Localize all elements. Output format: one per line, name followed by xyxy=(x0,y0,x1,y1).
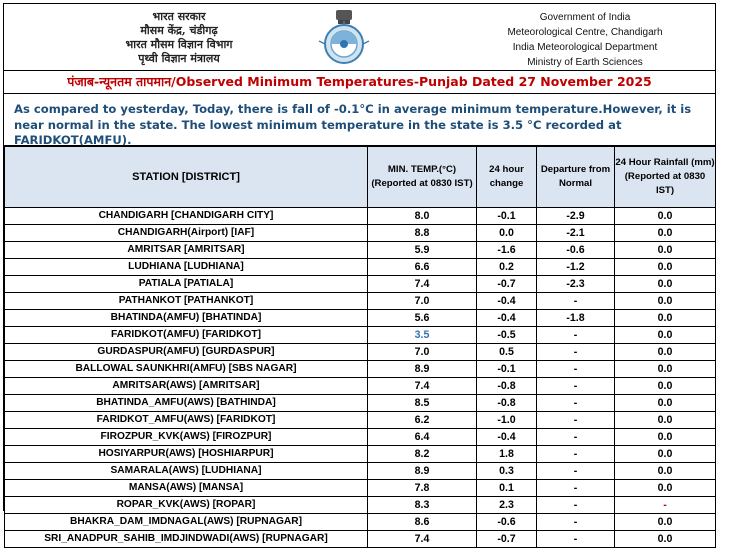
change-cell: -0.4 xyxy=(477,293,537,310)
rainfall-cell: 0.0 xyxy=(615,446,716,463)
table-row xyxy=(5,361,716,378)
station-cell: HOSIYARPUR(AWS) [HOSHIARPUR] xyxy=(5,446,368,463)
table-row xyxy=(5,463,716,480)
english-org-block xyxy=(480,10,690,70)
station-cell: BALLOWAL SAUNKHRI(AMFU) [SBS NAGAR] xyxy=(5,361,368,378)
table-header-row xyxy=(5,147,716,208)
departure-cell: -1.8 xyxy=(537,310,615,327)
departure-cell: - xyxy=(537,412,615,429)
rainfall-cell: 0.0 xyxy=(615,429,716,446)
departure-cell: - xyxy=(537,463,615,480)
english-line: India Meteorological Department xyxy=(512,42,658,53)
header-line: 24 Hour Rainfall (mm) xyxy=(615,157,715,168)
departure-cell: - xyxy=(537,378,615,395)
change-cell: -0.1 xyxy=(477,208,537,225)
change-cell: 0.0 xyxy=(477,225,537,242)
station-cell: BHATINDA_AMFU(AWS) [BATHINDA] xyxy=(5,395,368,412)
change-cell: -0.8 xyxy=(477,395,537,412)
temperature-table xyxy=(4,146,716,548)
change-cell: 0.2 xyxy=(477,259,537,276)
station-header: STATION [DISTRICT] xyxy=(5,147,368,208)
header-line: (Reported at 0830 IST) xyxy=(624,171,706,196)
change-header xyxy=(477,147,537,208)
rainfall-cell: - xyxy=(615,497,716,514)
table-row xyxy=(5,531,716,548)
header-line: Departure from xyxy=(540,164,611,175)
min-temp-cell: 5.6 xyxy=(368,310,477,327)
departure-cell: -2.1 xyxy=(537,225,615,242)
min-temp-cell: 8.8 xyxy=(368,225,477,242)
min-temp-cell: 8.2 xyxy=(368,446,477,463)
departure-header xyxy=(537,147,615,208)
rainfall-cell: 0.0 xyxy=(615,344,716,361)
table-row xyxy=(5,497,716,514)
summary-text: As compared to yesterday, Today, there is fall of -0.1°C in average minimum temperature.However, it is near normal in the state. The lowest minimum temperature in the state is 3.5 °C recorded at FARIDKOT(AMFU). xyxy=(4,94,715,146)
rainfall-cell: 0.0 xyxy=(615,293,716,310)
rainfall-cell: 0.0 xyxy=(615,361,716,378)
table-row xyxy=(5,276,716,293)
station-cell: ROPAR_KVK(AWS) [ROPAR] xyxy=(5,497,368,514)
change-cell: -0.6 xyxy=(477,514,537,531)
min-temp-cell: 7.8 xyxy=(368,480,477,497)
rainfall-cell: 0.0 xyxy=(615,378,716,395)
change-cell: -0.5 xyxy=(477,327,537,344)
departure-cell: -2.9 xyxy=(537,208,615,225)
table-row xyxy=(5,208,716,225)
departure-cell: - xyxy=(537,497,615,514)
change-cell: -0.8 xyxy=(477,378,537,395)
rainfall-cell: 0.0 xyxy=(615,310,716,327)
rainfall-header xyxy=(615,147,716,208)
change-cell: 0.5 xyxy=(477,344,537,361)
english-line: Government of India xyxy=(539,12,631,23)
min-temp-cell: 7.0 xyxy=(368,344,477,361)
change-cell: 1.8 xyxy=(477,446,537,463)
departure-cell: - xyxy=(537,480,615,497)
min-temp-cell: 5.9 xyxy=(368,242,477,259)
table-row xyxy=(5,395,716,412)
min-temp-cell: 7.0 xyxy=(368,293,477,310)
rainfall-cell: 0.0 xyxy=(615,395,716,412)
table-row xyxy=(5,429,716,446)
departure-cell: -2.3 xyxy=(537,276,615,293)
rainfall-cell: 0.0 xyxy=(615,259,716,276)
hindi-line: पृथ्वी विज्ञान मंत्रालय xyxy=(138,52,220,65)
rainfall-cell: 0.0 xyxy=(615,531,716,548)
change-cell: -0.7 xyxy=(477,531,537,548)
min-temp-cell: 8.0 xyxy=(368,208,477,225)
departure-cell: - xyxy=(537,514,615,531)
change-cell: -0.4 xyxy=(477,429,537,446)
rainfall-cell: 0.0 xyxy=(615,327,716,344)
change-cell: 2.3 xyxy=(477,497,537,514)
rainfall-cell: 0.0 xyxy=(615,480,716,497)
departure-cell: -1.2 xyxy=(537,259,615,276)
station-cell: GURDASPUR(AMFU) [GURDASPUR] xyxy=(5,344,368,361)
change-cell: 0.3 xyxy=(477,463,537,480)
station-cell: MANSA(AWS) [MANSA] xyxy=(5,480,368,497)
change-cell: -1.0 xyxy=(477,412,537,429)
header-line: (Reported at 0830 IST) xyxy=(371,178,473,189)
min-temp-cell: 7.4 xyxy=(368,531,477,548)
table-row xyxy=(5,514,716,531)
departure-cell: - xyxy=(537,361,615,378)
table-row xyxy=(5,242,716,259)
station-cell: AMRITSAR [AMRITSAR] xyxy=(5,242,368,259)
rainfall-cell: 0.0 xyxy=(615,412,716,429)
rainfall-cell: 0.0 xyxy=(615,208,716,225)
min-temp-cell: 6.2 xyxy=(368,412,477,429)
min-temp-cell: 6.4 xyxy=(368,429,477,446)
hindi-line: भारत मौसम विज्ञान विभाग xyxy=(125,38,233,51)
header-line: 24 hour xyxy=(489,164,524,175)
station-cell: CHANDIGARH [CHANDIGARH CITY] xyxy=(5,208,368,225)
header-line: change xyxy=(489,178,524,189)
station-cell: BHATINDA(AMFU) [BHATINDA] xyxy=(5,310,368,327)
report-header xyxy=(4,4,715,71)
departure-cell: - xyxy=(537,395,615,412)
min-temp-cell: 8.6 xyxy=(368,514,477,531)
station-cell: AMRITSAR(AWS) [AMRITSAR] xyxy=(5,378,368,395)
min-temp-cell: 3.5 xyxy=(368,327,477,344)
rainfall-cell: 0.0 xyxy=(615,514,716,531)
min-temp-cell: 8.3 xyxy=(368,497,477,514)
rainfall-cell: 0.0 xyxy=(615,463,716,480)
station-cell: PATHANKOT [PATHANKOT] xyxy=(5,293,368,310)
report-title: पंजाब-न्यूनतम तापमान/Observed Minimum Temperatures-Punjab Dated 27 November 2025 xyxy=(4,71,715,94)
table-row xyxy=(5,412,716,429)
change-cell: -0.4 xyxy=(477,310,537,327)
table-row xyxy=(5,310,716,327)
header-line: MIN. TEMP.(°C) xyxy=(387,164,457,175)
min-temp-cell: 8.9 xyxy=(368,463,477,480)
table-row xyxy=(5,480,716,497)
rainfall-cell: 0.0 xyxy=(615,276,716,293)
departure-cell: - xyxy=(537,446,615,463)
rainfall-cell: 0.0 xyxy=(615,242,716,259)
table-row xyxy=(5,327,716,344)
hindi-line: भारत सरकार xyxy=(152,10,206,23)
change-cell: -1.6 xyxy=(477,242,537,259)
departure-cell: - xyxy=(537,531,615,548)
report-frame xyxy=(3,3,716,545)
rainfall-cell: 0.0 xyxy=(615,225,716,242)
change-cell: 0.1 xyxy=(477,480,537,497)
table-body xyxy=(5,208,716,548)
min-temp-cell: 7.4 xyxy=(368,276,477,293)
min-temp-cell: 8.9 xyxy=(368,361,477,378)
station-cell: CHANDIGARH(Airport) [IAF] xyxy=(5,225,368,242)
change-cell: -0.7 xyxy=(477,276,537,293)
table-row xyxy=(5,344,716,361)
station-cell: LUDHIANA [LUDHIANA] xyxy=(5,259,368,276)
min-temp-cell: 8.5 xyxy=(368,395,477,412)
table-row xyxy=(5,446,716,463)
station-cell: SAMARALA(AWS) [LUDHIANA] xyxy=(5,463,368,480)
station-cell: FARIDKOT_AMFU(AWS) [FARIDKOT] xyxy=(5,412,368,429)
table-row xyxy=(5,259,716,276)
departure-cell: - xyxy=(537,293,615,310)
departure-cell: - xyxy=(537,344,615,361)
table-row xyxy=(5,293,716,310)
station-cell: SRI_ANADPUR_SAHIB_IMDJINDWADI(AWS) [RUPNAGAR] xyxy=(5,531,368,548)
min-temp-cell: 6.6 xyxy=(368,259,477,276)
english-line: Meteorological Centre, Chandigarh xyxy=(507,27,663,38)
hindi-line: मौसम केंद्र, चंडीगढ़ xyxy=(140,24,218,37)
station-cell: FARIDKOT(AMFU) [FARIDKOT] xyxy=(5,327,368,344)
table-row xyxy=(5,225,716,242)
departure-cell: - xyxy=(537,429,615,446)
change-cell: -0.1 xyxy=(477,361,537,378)
min-temp-header xyxy=(368,147,477,208)
table-row xyxy=(5,378,716,395)
departure-cell: - xyxy=(537,327,615,344)
min-temp-cell: 7.4 xyxy=(368,378,477,395)
english-line: Ministry of Earth Sciences xyxy=(527,57,643,68)
departure-cell: -0.6 xyxy=(537,242,615,259)
imd-logo-icon xyxy=(317,8,371,66)
station-cell: FIROZPUR_KVK(AWS) [FIROZPUR] xyxy=(5,429,368,446)
header-line: Normal xyxy=(558,178,593,189)
hindi-org-block xyxy=(84,10,274,66)
station-cell: PATIALA [PATIALA] xyxy=(5,276,368,293)
station-cell: BHAKRA_DAM_IMDNAGAL(AWS) [RUPNAGAR] xyxy=(5,514,368,531)
